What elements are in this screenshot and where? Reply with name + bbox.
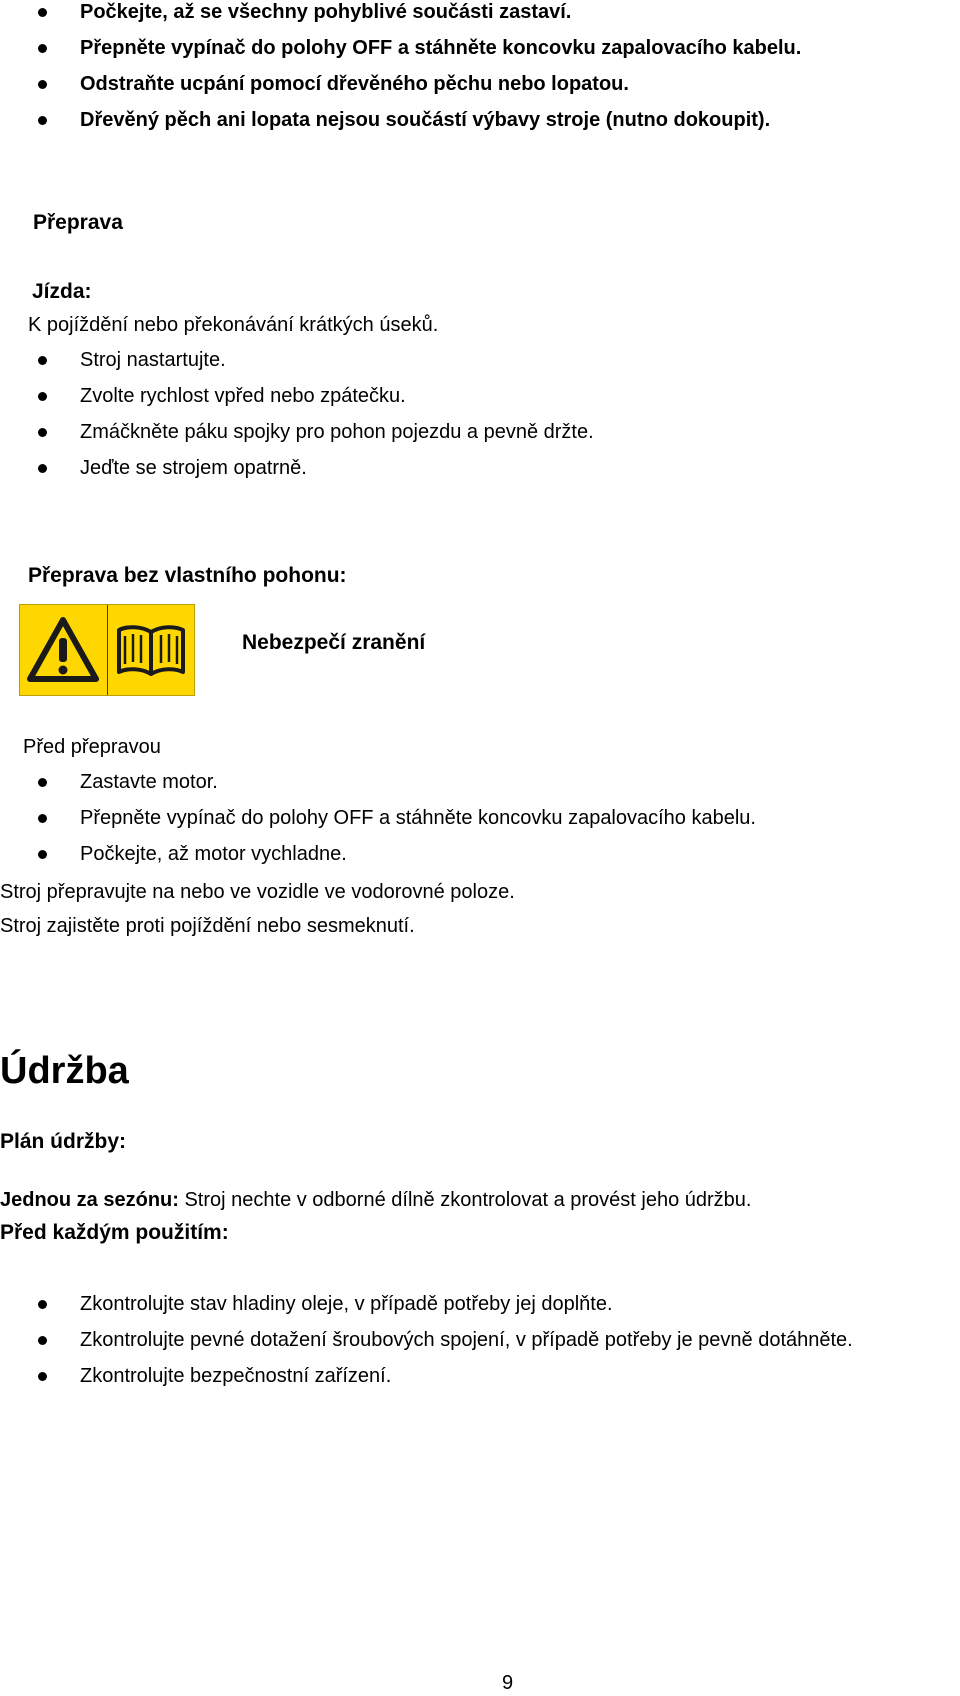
list-item: Zkontrolujte bezpečnostní zařízení. bbox=[0, 1364, 853, 1400]
warning-sign bbox=[19, 604, 195, 696]
list-item: Zastavte motor. bbox=[0, 770, 756, 806]
maintenance-plan-label: Plán údržby: bbox=[0, 1130, 127, 1153]
driving-label: Jízda: bbox=[32, 280, 92, 303]
warning-triangle-icon bbox=[20, 605, 108, 695]
maintenance-checks-list bbox=[0, 1292, 853, 1400]
season-line bbox=[0, 1190, 751, 1210]
before-each-use-label: Před každým použitím: bbox=[0, 1221, 229, 1244]
list-item: Počkejte, až se všechny pohyblivé součásti zastaví. bbox=[0, 0, 801, 36]
before-transport-label: Před přepravou bbox=[23, 736, 161, 758]
transport-note: Stroj přepravujte na nebo ve vozidle ve vodorovné poloze. bbox=[0, 881, 515, 903]
top-bullet-list bbox=[0, 0, 801, 144]
section-heading-transport: Přeprava bbox=[33, 211, 123, 234]
before-transport-list bbox=[0, 770, 756, 878]
season-text: Stroj nechte v odborné dílně zkontrolovat a provést jeho údržbu. bbox=[184, 1189, 752, 1211]
page-number: 9 bbox=[502, 1672, 514, 1694]
unpowered-transport-label: Přeprava bez vlastního pohonu: bbox=[28, 564, 347, 587]
driving-intro: K pojíždění nebo překonávání krátkých úseků. bbox=[28, 314, 439, 336]
warning-text: Nebezpečí zranění bbox=[242, 631, 426, 654]
list-item: Zvolte rychlost vpřed nebo zpátečku. bbox=[0, 384, 594, 420]
list-item: Zmáčkněte páku spojky pro pohon pojezdu a pevně držte. bbox=[0, 420, 594, 456]
list-item: Odstraňte ucpání pomocí dřevěného pěchu nebo lopatou. bbox=[0, 72, 801, 108]
list-item: Jeďte se strojem opatrně. bbox=[0, 456, 594, 492]
list-item: Přepněte vypínač do polohy OFF a stáhněte koncovku zapalovacího kabelu. bbox=[0, 806, 756, 842]
list-item: Dřevěný pěch ani lopata nejsou součástí výbavy stroje (nutno dokoupit). bbox=[0, 108, 801, 144]
season-label: Jednou za sezónu: bbox=[0, 1189, 179, 1211]
driving-steps-list bbox=[0, 348, 594, 492]
list-item: Přepněte vypínač do polohy OFF a stáhněte koncovku zapalovacího kabelu. bbox=[0, 36, 801, 72]
maintenance-title: Údržba bbox=[0, 1050, 129, 1092]
manual-book-icon bbox=[108, 605, 195, 695]
transport-note: Stroj zajistěte proti pojíždění nebo sesmeknutí. bbox=[0, 915, 415, 937]
list-item: Stroj nastartujte. bbox=[0, 348, 594, 384]
list-item: Zkontrolujte pevné dotažení šroubových spojení, v případě potřeby je pevně dotáhněte. bbox=[0, 1328, 853, 1364]
list-item: Počkejte, až motor vychladne. bbox=[0, 842, 756, 878]
list-item: Zkontrolujte stav hladiny oleje, v případě potřeby jej doplňte. bbox=[0, 1292, 853, 1328]
